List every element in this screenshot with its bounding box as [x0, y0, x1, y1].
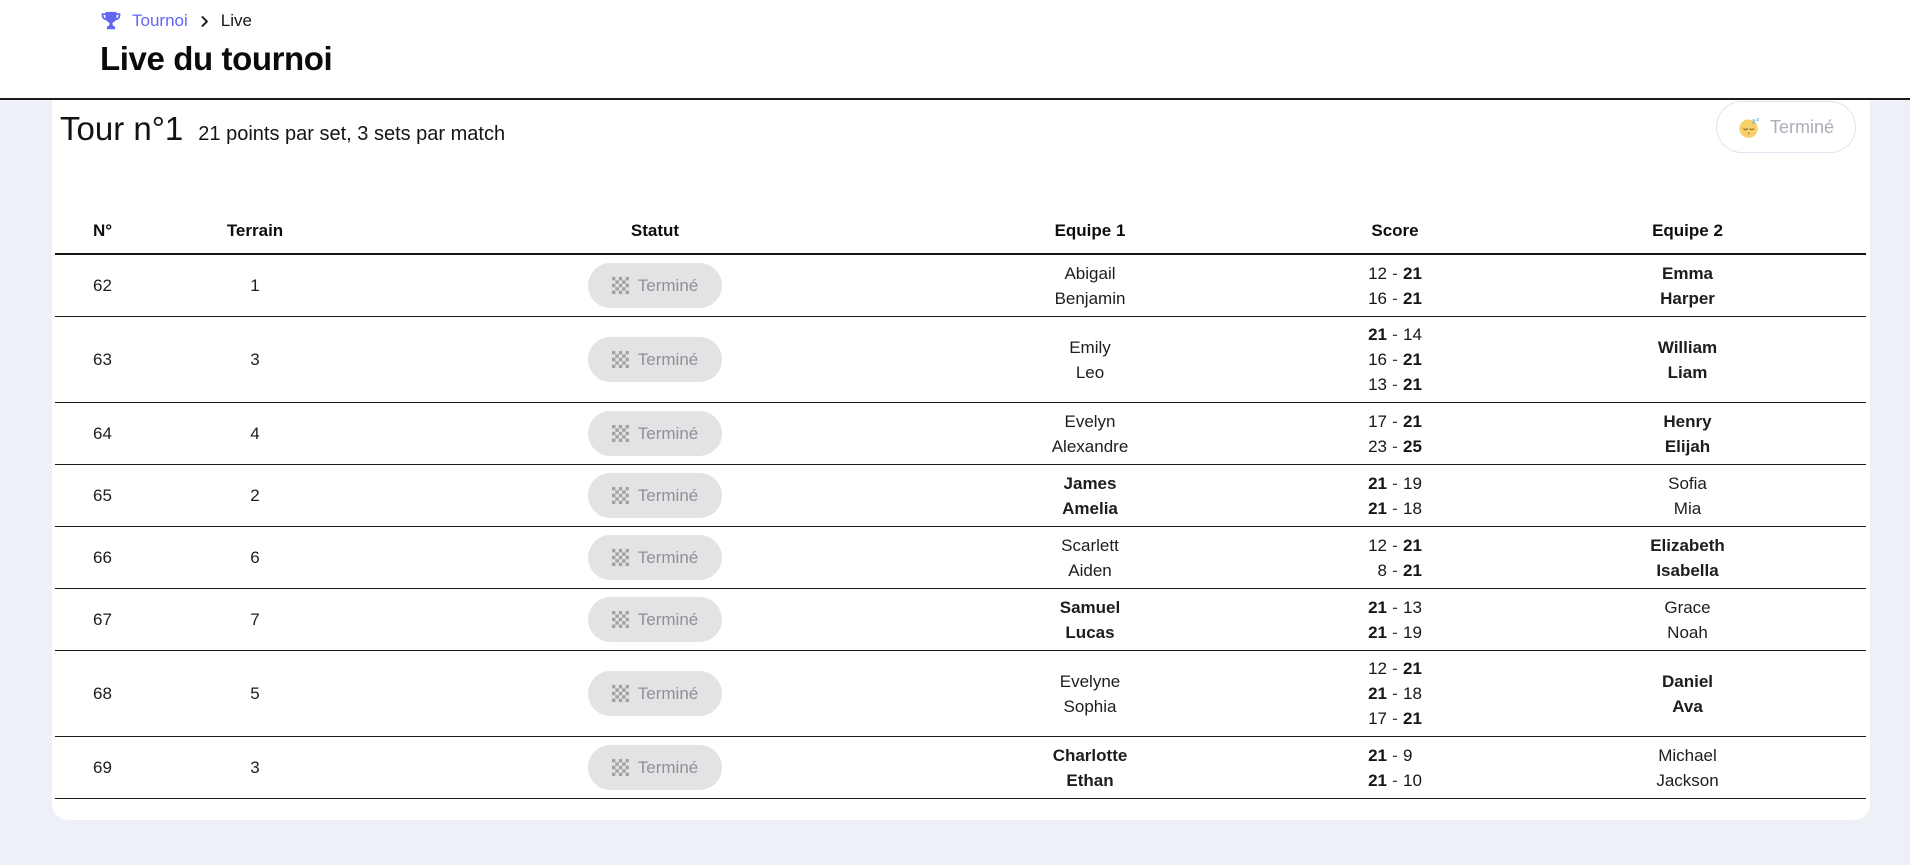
player-name: Emily: [1069, 337, 1111, 357]
match-status-label: Terminé: [637, 424, 699, 443]
player-name: Grace: [1664, 597, 1711, 617]
match-status-badge: [588, 263, 722, 308]
team1: [950, 409, 1230, 459]
team1: [950, 595, 1230, 645]
player-name: Elizabeth: [1650, 535, 1725, 555]
match-status-badge: [588, 411, 722, 456]
match-row[interactable]: [55, 465, 1866, 527]
match-score: [1230, 533, 1560, 583]
checkered-flag-icon: [612, 611, 629, 628]
player-name: Jackson: [1656, 770, 1719, 790]
set-score: 21 - 18: [1368, 498, 1422, 518]
sleeping-face-emoji-icon: [1738, 116, 1761, 139]
team2: [1560, 743, 1815, 793]
player-name: Aiden: [1068, 560, 1112, 580]
player-name: Leo: [1075, 362, 1105, 382]
team1: [950, 335, 1230, 385]
team1: [950, 669, 1230, 719]
match-row[interactable]: [55, 589, 1866, 651]
player-name: Daniel: [1661, 671, 1714, 691]
player-name: Benjamin: [1054, 288, 1126, 308]
table-header-row: [55, 208, 1866, 255]
set-score: 16 - 21: [1368, 288, 1422, 308]
team1: [950, 533, 1230, 583]
match-score: [1230, 409, 1560, 459]
match-terrain: 3: [250, 758, 260, 777]
match-status-label: Terminé: [637, 548, 699, 567]
set-score: 12 - 21: [1368, 263, 1422, 283]
team1: [950, 743, 1230, 793]
player-name: Liam: [1667, 362, 1708, 382]
match-number: 68: [93, 684, 112, 703]
set-score: 16 - 21: [1368, 350, 1422, 369]
match-status-cell: [360, 597, 950, 642]
match-score: [1230, 595, 1560, 645]
set-score: 17 - 21: [1368, 709, 1422, 728]
player-name: Isabella: [1656, 560, 1719, 580]
match-status-badge: [588, 745, 722, 790]
set-score: 21 - 9: [1368, 745, 1413, 765]
player-name: Scarlett: [1061, 535, 1119, 555]
match-number: 69: [93, 758, 112, 777]
match-rows: [55, 255, 1866, 799]
match-terrain: 4: [250, 424, 260, 443]
match-terrain: 1: [250, 276, 260, 295]
player-name: Ethan: [1066, 770, 1114, 790]
set-score: 13 - 21: [1368, 375, 1422, 394]
player-name: Charlotte: [1052, 745, 1128, 765]
match-status-label: Terminé: [637, 610, 699, 629]
checkered-flag-icon: [612, 685, 629, 702]
player-name: Lucas: [1065, 622, 1115, 642]
match-row[interactable]: [55, 255, 1866, 317]
match-status-label: Terminé: [637, 350, 699, 369]
col-header-equipe2: Equipe 2: [1652, 220, 1723, 240]
player-name: Noah: [1667, 622, 1708, 642]
top-bar: [0, 0, 1910, 100]
set-score: 21 - 19: [1368, 473, 1422, 493]
match-status-cell: [360, 473, 950, 518]
player-name: Harper: [1660, 288, 1715, 308]
page-title: Live du tournoi: [100, 40, 333, 77]
match-terrain: 7: [250, 610, 260, 629]
svg-text:z: z: [1751, 116, 1756, 126]
team2: [1560, 471, 1815, 521]
breadcrumb: [100, 7, 1910, 35]
live-matches-table: [55, 208, 1866, 799]
set-score: 12 - 21: [1368, 659, 1422, 678]
match-status-label: Terminé: [637, 758, 699, 777]
col-header-terrain: Terrain: [226, 220, 284, 240]
checkered-flag-icon: [612, 759, 629, 776]
checkered-flag-icon: [612, 277, 629, 294]
match-status-badge: [588, 671, 722, 716]
match-row[interactable]: [55, 403, 1866, 465]
set-score: 21 - 13: [1368, 597, 1422, 617]
player-name: Ava: [1672, 696, 1703, 716]
match-number: 63: [93, 350, 112, 369]
player-name: Amelia: [1062, 498, 1118, 518]
player-name: Sofia: [1668, 473, 1707, 493]
checkered-flag-icon: [612, 351, 629, 368]
player-name: Elijah: [1664, 436, 1711, 456]
player-name: Samuel: [1059, 597, 1121, 617]
match-row[interactable]: [55, 527, 1866, 589]
col-header-equipe1: Equipe 1: [1054, 220, 1126, 240]
set-score: 21 - 18: [1368, 684, 1422, 703]
set-score: 21 - 19: [1368, 622, 1422, 642]
match-status-cell: [360, 263, 950, 308]
set-score: 23 - 25: [1368, 436, 1422, 456]
round-status-label: Terminé: [1769, 116, 1834, 137]
player-name: Alexandre: [1051, 436, 1129, 456]
set-score: 21 - 14: [1368, 325, 1422, 344]
match-number: 64: [93, 424, 112, 443]
match-terrain: 5: [250, 684, 260, 703]
col-header-statut: Statut: [630, 220, 680, 240]
player-name: Michael: [1658, 745, 1717, 765]
trophy-icon: [100, 10, 122, 32]
match-score: [1230, 656, 1560, 731]
svg-text:z: z: [1756, 116, 1760, 123]
match-number: 62: [93, 276, 112, 295]
round-subtitle: 21 points par set, 3 sets par match: [198, 123, 506, 145]
chevron-right-icon: [198, 15, 211, 28]
player-name: James: [1063, 473, 1117, 493]
match-score: [1230, 322, 1560, 397]
round-card: [52, 100, 1870, 820]
player-name: Sophia: [1063, 696, 1117, 716]
match-status-cell: [360, 745, 950, 790]
team1: [950, 261, 1230, 311]
player-name: Henry: [1663, 411, 1712, 431]
match-status-cell: [360, 337, 950, 382]
match-status-label: Terminé: [637, 684, 699, 703]
breadcrumb-link-tournoi[interactable]: Tournoi: [132, 11, 188, 30]
match-terrain: 6: [250, 548, 260, 567]
match-terrain: 3: [250, 350, 260, 369]
team2: [1560, 669, 1815, 719]
match-status-badge: [588, 597, 722, 642]
match-status-badge: [588, 535, 722, 580]
match-number: 65: [93, 486, 112, 505]
player-name: Evelyne: [1059, 671, 1121, 691]
match-status-cell: [360, 411, 950, 456]
team2: [1560, 533, 1815, 583]
match-status-badge: [588, 337, 722, 382]
match-terrain: 2: [250, 486, 260, 505]
set-score: 17 - 21: [1368, 411, 1422, 431]
player-name: Abigail: [1064, 263, 1116, 283]
team2: [1560, 335, 1815, 385]
match-row[interactable]: [55, 651, 1866, 737]
round-status-badge: [1716, 101, 1856, 153]
match-status-cell: [360, 535, 950, 580]
match-number: 67: [93, 610, 112, 629]
match-status-label: Terminé: [637, 276, 699, 295]
col-header-score: Score: [1371, 220, 1419, 240]
match-status-label: Terminé: [637, 486, 699, 505]
match-score: [1230, 261, 1560, 311]
set-score: 8 - 21: [1377, 560, 1422, 580]
col-header-num: N°: [92, 220, 113, 240]
round-header: [52, 100, 1870, 156]
player-name: William: [1657, 337, 1718, 357]
round-title: Tour n°1: [60, 110, 184, 147]
match-row[interactable]: [55, 317, 1866, 403]
match-status-cell: [360, 671, 950, 716]
checkered-flag-icon: [612, 487, 629, 504]
match-status-badge: [588, 473, 722, 518]
checkered-flag-icon: [612, 425, 629, 442]
breadcrumb-current-live: Live: [220, 11, 252, 30]
match-score: [1230, 471, 1560, 521]
team2: [1560, 595, 1815, 645]
team1: [950, 471, 1230, 521]
match-number: 66: [93, 548, 112, 567]
team2: [1560, 409, 1815, 459]
match-score: [1230, 743, 1560, 793]
player-name: Evelyn: [1064, 411, 1116, 431]
player-name: Emma: [1661, 263, 1714, 283]
player-name: Mia: [1673, 498, 1702, 518]
team2: [1560, 261, 1815, 311]
set-score: 21 - 10: [1368, 770, 1422, 790]
checkered-flag-icon: [612, 549, 629, 566]
set-score: 12 - 21: [1368, 535, 1422, 555]
match-row[interactable]: [55, 737, 1866, 799]
